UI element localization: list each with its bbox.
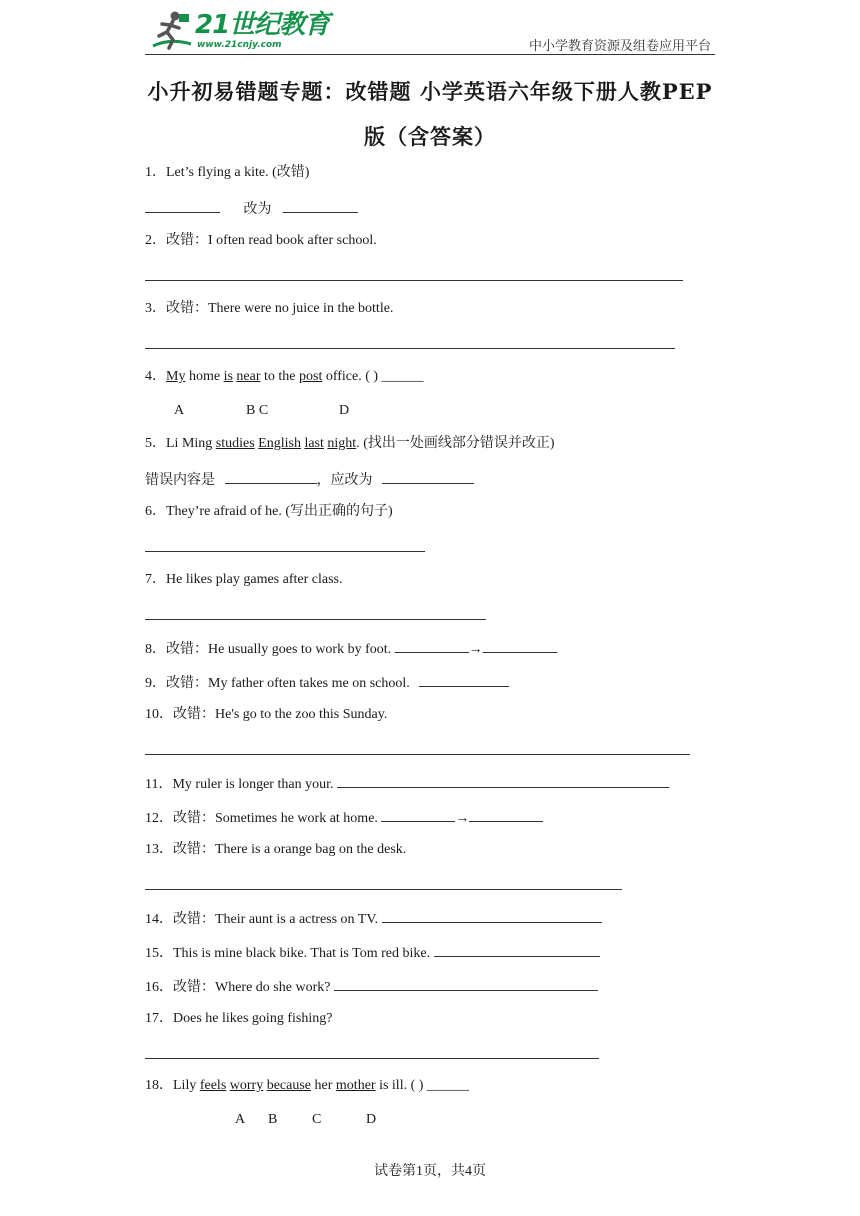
question-text: 改错：There were no juice in the bottle. (166, 301, 394, 316)
wrong-content-label: 错误内容是 (145, 473, 215, 488)
question-number: 4． (145, 369, 166, 384)
question-text: 改错：Sometimes he work at home. (173, 811, 378, 826)
question-text: He likes play games after class. (166, 572, 343, 587)
question-text: Does he likes going fishing? (173, 1011, 333, 1026)
question-number: 18． (145, 1078, 173, 1093)
question-text: to the (260, 369, 299, 384)
underlined-word-a: studies (215, 436, 255, 451)
answer-line[interactable] (145, 619, 486, 620)
option-label-c: C (312, 1112, 322, 1127)
underlined-word-d: night (327, 436, 357, 451)
answer-blank[interactable] (382, 908, 602, 923)
answer-blank[interactable] (382, 469, 474, 484)
question-2 (145, 232, 377, 250)
answer-blank[interactable] (483, 638, 557, 653)
question-text: 改错：He's go to the zoo this Sunday. (173, 707, 388, 722)
question-text: 改错：He usually goes to work by foot. (166, 642, 392, 657)
logo-text: 21世纪教育 (195, 10, 330, 40)
question-12 (145, 807, 543, 828)
question-text: 改错：There is a orange bag on the desk. (173, 842, 407, 857)
underlined-word-d: mother (335, 1078, 376, 1093)
page-header (145, 8, 715, 55)
question-text: Li Ming (166, 436, 216, 451)
question-text: 改错：Where do she work? (173, 980, 331, 995)
question-number: 13． (145, 842, 173, 857)
answer-line[interactable] (145, 280, 683, 281)
page-title-cont: 版（含答案） (364, 124, 496, 149)
correct-to-label: ，应改为 (316, 473, 373, 488)
question-6 (145, 503, 393, 521)
question-number: 5． (145, 436, 166, 451)
answer-blank[interactable] (469, 807, 543, 822)
option-label-a: A (174, 403, 185, 418)
question-9 (145, 672, 509, 693)
logo-url: www.21cnjy.com (197, 40, 282, 50)
question-number: 16． (145, 980, 173, 995)
question-number: 1． (145, 165, 166, 180)
question-number: 8． (145, 642, 166, 657)
question-text: home (185, 369, 224, 384)
option-label-d: D (366, 1112, 377, 1127)
question-3 (145, 300, 393, 318)
question-1-answer (145, 198, 358, 219)
question-text: 改错：My father often takes me on school. (166, 676, 410, 691)
answer-blank[interactable] (419, 672, 509, 687)
page-footer: 试卷第1页，共4页 (374, 1164, 486, 1179)
answer-blank[interactable] (145, 198, 220, 213)
question-text: 改错：I often read book after school. (166, 233, 377, 248)
answer-blank[interactable] (337, 773, 669, 788)
question-number: 14． (145, 912, 173, 927)
question-17 (145, 1010, 332, 1028)
answer-line[interactable] (145, 754, 690, 755)
option-label-d: D (339, 403, 350, 418)
question-text: They’re afraid of he. (写出正确的句子) (166, 504, 393, 519)
question-text: My ruler is longer than your. (172, 777, 334, 792)
question-number: 10． (145, 707, 173, 722)
underlined-word-c: near (236, 369, 261, 384)
question-text: . (找出一处画线部分错误并改正) (356, 436, 555, 451)
question-14 (145, 908, 602, 929)
underlined-word-c: last (304, 436, 324, 451)
answer-line[interactable] (145, 889, 622, 890)
arrow-icon: → (468, 642, 483, 657)
question-5-answer (145, 469, 474, 490)
question-number: 17． (145, 1011, 173, 1026)
change-to-label: 改为 (243, 202, 272, 217)
question-4 (145, 368, 424, 386)
question-number: 15． (145, 946, 173, 961)
underlined-word-d: post (299, 369, 323, 384)
answer-line[interactable] (145, 348, 675, 349)
question-number: 11． (145, 777, 173, 792)
page-title: 小升初易错题专题：改错题 小学英语六年级下册人教PEP (147, 79, 713, 104)
question-8 (145, 638, 557, 659)
question-number: 7． (145, 572, 166, 587)
underlined-word-c: because (266, 1078, 312, 1093)
question-text: her (311, 1078, 336, 1093)
underlined-word-b: is (223, 369, 233, 384)
question-10 (145, 706, 387, 724)
brand-logo (145, 10, 330, 54)
answer-blank[interactable] (225, 469, 317, 484)
answer-blank[interactable] (381, 807, 455, 822)
platform-label: 中小学教育资源及组卷应用平台 (528, 39, 711, 54)
question-1 (145, 164, 309, 182)
answer-blank[interactable] (283, 198, 358, 213)
question-text: 改错：Their aunt is a actress on TV. (173, 912, 379, 927)
question-13 (145, 841, 406, 859)
arrow-icon: → (455, 811, 470, 826)
question-15 (145, 942, 600, 963)
option-label-bc: B C (246, 403, 269, 418)
question-number: 3． (145, 301, 166, 316)
question-18 (145, 1077, 469, 1095)
answer-blank[interactable] (334, 976, 598, 991)
underlined-word-a: My (166, 369, 186, 384)
question-number: 2． (145, 233, 166, 248)
option-label-b: B (268, 1112, 278, 1127)
question-text: This is mine black bike. That is Tom red bike. (173, 946, 431, 961)
question-text: office. ( ) ______ (322, 369, 424, 384)
underlined-word-b: worry (229, 1078, 264, 1093)
question-number: 9． (145, 676, 166, 691)
question-number: 12． (145, 811, 173, 826)
underlined-word-b: English (258, 436, 301, 451)
answer-line[interactable] (145, 551, 425, 552)
question-7 (145, 571, 343, 589)
runner-logo-icon (145, 10, 195, 54)
question-text: is ill. ( ) ______ (375, 1078, 469, 1093)
question-16 (145, 976, 598, 997)
answer-blank[interactable] (434, 942, 600, 957)
answer-blank[interactable] (395, 638, 469, 653)
question-5 (145, 435, 555, 453)
question-number: 6． (145, 504, 166, 519)
underlined-word-a: feels (199, 1078, 227, 1093)
answer-line[interactable] (145, 1058, 599, 1059)
question-text: Let’s flying a kite. (改错) (166, 165, 310, 180)
question-11 (145, 773, 669, 794)
option-label-a: A (235, 1112, 246, 1127)
question-text: Lily (173, 1078, 200, 1093)
